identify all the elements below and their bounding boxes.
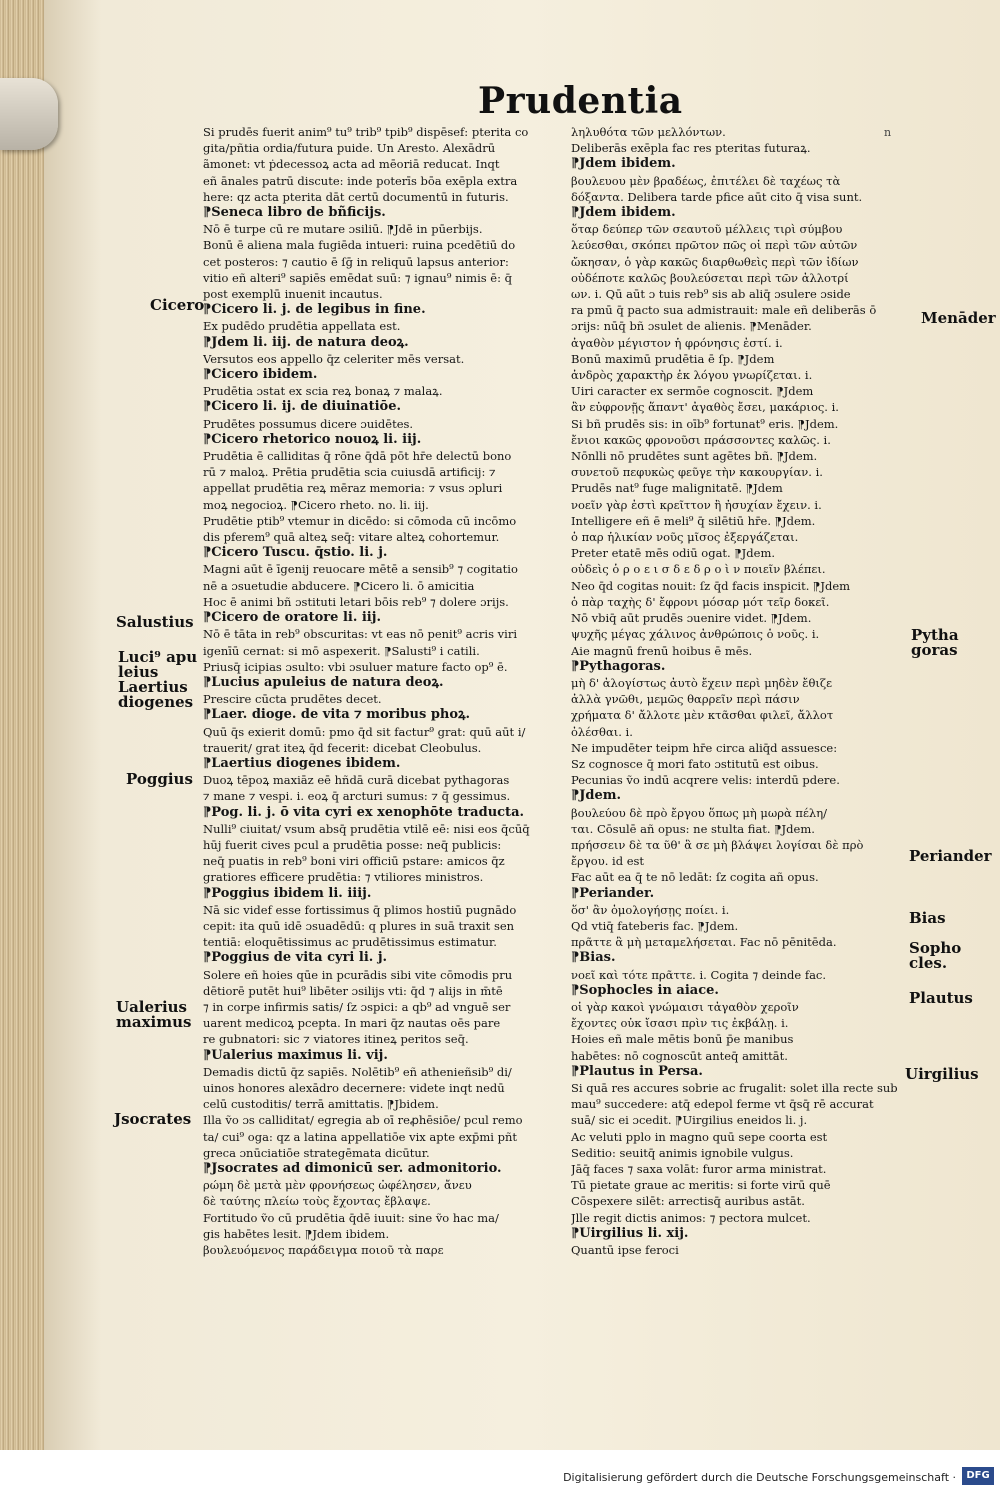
- margin-note-line: Salustius: [116, 613, 194, 631]
- text-line: ὀλέσθαι. i.: [571, 724, 633, 739]
- margin-note-laertius: [118, 680, 193, 710]
- text-line: Fac aūt ea q̄ te nō ledāt: ſz cogita añ opus.: [571, 870, 819, 885]
- text-line: ληλυθότα τῶν μελλόντων.: [571, 125, 726, 139]
- text-line: Nō vbiq̄ aūt prudēs ɔuenire videt. ⁋Jdem.: [571, 611, 812, 626]
- text-line: συνετοῦ πεφυκὼς φεῦγε τὴν κακουργίαν. i.: [571, 465, 823, 480]
- text-line: Quantū ipse feroci: [571, 1243, 679, 1258]
- margin-note-bias: [909, 911, 946, 926]
- margin-note-line: Luci⁹ apu: [118, 648, 198, 666]
- left-text-column: [203, 124, 551, 1258]
- text-line: Duoꝝ tēpoꝝ maxiāz eē hñdā curā dicebat pythagoras: [203, 773, 510, 788]
- text-line: ἂν εὐφρονῇς ἅπαντ' ἀγαθὸς ἔσει, μακάριος. i.: [571, 400, 839, 415]
- margin-note-line: Laertius: [118, 678, 188, 696]
- text-line: Demadis dictū q̄z sapiēs. Nolētib⁹ eñ athenieñsib⁹ di/: [203, 1064, 512, 1079]
- text-line: ὅταρ δεύπερ τῶν σεαυτοῦ μέλλεις τιρὶ σύμβου: [571, 222, 843, 237]
- margin-note-line: Sopho: [909, 939, 962, 957]
- text-line: ἀγαθὸν μέγιστον ἡ φρόνησις ἐστί. i.: [571, 335, 783, 350]
- text-line: Prudēs nat⁹ fuge malignitatē. ⁋Jdem: [571, 481, 783, 496]
- text-line: hūj fuerit cives pcul a prudētia posse: neq̄ publicis:: [203, 837, 502, 852]
- text-line: ⁊ mane ⁊ vespi. i. eoꝝ q̄ arcturi sumus: ⁊ q̄ gessimus.: [203, 789, 511, 804]
- text-line: Nō ē tāta in reb⁹ obscuritas: vt eas nō penit⁹ acris viri: [203, 627, 517, 642]
- text-line: οὐδεὶς ὁ ρ ο ε ι σ δ ε δ ρ ο ὶ ν ποιεῖν βλέπει.: [571, 562, 826, 577]
- section-heading: ⁋Sophocles in aiace.: [571, 982, 719, 998]
- text-line: Aie magnū frenū hoibus ē mēs.: [571, 643, 753, 658]
- text-line: post exemplū inuenit incautus.: [203, 287, 383, 302]
- page-title: Prudentia: [478, 80, 683, 122]
- text-line: οὐδέποτε καλῶς βουλεύσεται περὶ τῶν ἀλλοτρί: [571, 270, 849, 285]
- text-line: ὁ πὰρ ταχὴς δ' ἔφρονι μόσαρ μότ τεῖρ δοκεῖ.: [571, 594, 830, 609]
- text-line: Ne impudēter teipm hr̄e circa aliq̄d assuesce:: [571, 740, 838, 755]
- section-heading: ⁋Cicero de oratore li. iij.: [203, 610, 381, 626]
- margin-note-line: Cicero: [150, 296, 205, 314]
- margin-note-valerius: [116, 1000, 191, 1030]
- section-heading: ⁋Cicero Tuscu. q̄stio. li. j.: [203, 545, 388, 561]
- margin-note-cicero: [150, 298, 204, 313]
- section-heading: ⁋Seneca libro de bñficijs.: [203, 205, 386, 221]
- text-line: Nulli⁹ ciuitat/ vsum absq̄ prudētia vtilē eē: nisi eos q̄cūq̄: [203, 821, 530, 836]
- text-line: ψυχῆς μέγας χάλινος ἀνθρώποις ὁ νοῦς. i.: [571, 627, 820, 642]
- text-line: Versutos eos appello q̄z celeriter mēs versat.: [203, 351, 465, 366]
- right-text-column: [571, 124, 915, 1258]
- text-line: Preter etatē mēs odiū ogat. ⁋Jdem.: [571, 546, 776, 561]
- text-line: mau⁹ succedere: atq̄ edepol ferme vt q̄sq̄ rē accurat: [571, 1097, 874, 1112]
- text-line: uarent medicoꝝ pcepta. In mari q̄z nautas oēs pare: [203, 1016, 501, 1031]
- margin-note-plautus: [909, 991, 973, 1006]
- text-line: Priusq̄ icipias ɔsulto: vbi ɔsuluer mature facto op⁹ ē.: [203, 659, 508, 674]
- text-line: Prudētia ē calliditas q̄ rōne q̄dā pōt hr̄e delectū bono: [203, 449, 512, 464]
- section-heading: ⁋Uirgilius li. xij.: [571, 1225, 689, 1241]
- text-line: ἀνδρὸς χαρακτὴρ ἐκ λόγου γνωρίζεται. i.: [571, 368, 813, 383]
- text-line: Illa ṽo ɔs calliditat/ egregia ab oī reꝓhēsiōe/ pcul remo: [203, 1113, 523, 1128]
- section-heading: ⁋Jsocrates ad dimonicū ser. admonitorio.: [203, 1161, 502, 1176]
- text-line: Cōspexere silēt: arrectisq̄ auribus astāt.: [571, 1194, 805, 1209]
- margin-note-line: Menāder: [921, 309, 996, 327]
- section-heading: ⁋Jdem ibidem.: [571, 205, 676, 221]
- margin-note-line: Poggius: [126, 770, 193, 788]
- text-line: ta/ cui⁹ oga: qz a latina appellatiōe vix apte exp̄mi pñt: [203, 1129, 517, 1144]
- text-line: Deliberās exēpla fac res pteritas futuraꝝ.: [571, 141, 811, 156]
- text-line: Fortitudo ṽo cū prudētia q̄dē iuuit: sine ṽo hac ma/: [203, 1210, 499, 1225]
- text-line: μὴ δ' ἀλογίστως ἀυτὸ ἔχειν περὶ μηδὲν ἔθιζε: [571, 675, 833, 690]
- text-line: ων. i. Qū aūt ɔ tuis reb⁹ sis ab aliq̄ ɔsulere ɔside: [571, 287, 851, 302]
- text-line: χρήματα δ' ἄλλοτε μὲν κτᾶσθαι φιλεῖ, ἄλλοτ: [571, 708, 834, 723]
- section-heading: ⁋Pythagoras.: [571, 658, 666, 674]
- text-line: appellat prudētia reꝝ mēraz memoria: ⁊ vsus ɔpluri: [203, 481, 503, 496]
- section-heading: ⁋Poggius ibidem li. iiij.: [203, 885, 372, 901]
- margin-note-sophocles: [909, 941, 961, 971]
- text-line: Qd vtiq̄ fateberis fac. ⁋Jdem.: [571, 918, 739, 933]
- text-line: Quū q̄s exierit domū: pmo q̄d sit factur⁹ grat: quū aūt i/: [203, 724, 526, 739]
- text-line: suā/ sic ei ɔcedit. ⁋Uirgilius eneidos li. j.: [571, 1113, 808, 1128]
- text-line: πρᾶττε ἃ μὴ μεταμελήσεται. Fac nō pēnitēda.: [571, 935, 837, 950]
- section-heading: ⁋Pog. li. j. ō vita cyri ex xenophōte traducta.: [203, 804, 525, 820]
- text-line: Pecunias ṽo indū acqrere velis: interdū pdere.: [571, 773, 840, 788]
- text-line: greca ɔnūciatiōe strategēmata dicūtur.: [203, 1145, 430, 1160]
- text-line: Seditio: seuitq̄ animis ignobile vulgus.: [571, 1145, 794, 1160]
- text-line: βουλεύου δὲ πρὸ ἔργου ὅπως μὴ μωρὰ πέλη/: [571, 805, 827, 820]
- text-line: Nōnlli nō prudētes sunt agētes bñ. ⁋Jdem.: [571, 449, 818, 464]
- text-line: νοεῖν γὰρ ἐστὶ κρεῖττον ἢ ἠσυχίαν ἔχειν. i.: [571, 497, 822, 512]
- text-line: gis habētes lesit. ⁋Jdem ibidem.: [203, 1226, 390, 1241]
- section-heading: ⁋Periander.: [571, 885, 655, 901]
- text-line: Si quā res accures sobrie ac frugalit: solet illa recte sub: [571, 1080, 898, 1095]
- margin-note-isocrates: [114, 1112, 191, 1127]
- text-line: Jāq̄ faces ⁊ saxa volāt: furor arma ministrat.: [571, 1162, 827, 1176]
- text-line: habētes: nō cognoscūt anteq̄ amittāt.: [571, 1048, 788, 1063]
- margin-note-line: Bias: [909, 909, 946, 927]
- book-page-edges: [0, 0, 48, 1450]
- text-line: ãmonet: vt ṗdecessoꝝ acta ad mēoriā reducat. Inqt: [203, 157, 500, 172]
- section-heading: ⁋Jdem li. iij. de natura deoꝝ.: [203, 334, 409, 350]
- margin-note-line: Ualerius: [116, 998, 187, 1016]
- text-line: ὤκησαν, ὁ γὰρ κακῶς διαρθωθεὶς περὶ τῶν ἰδίων: [571, 254, 859, 269]
- text-line: cepit: ita quū idē ɔsuadēdū: q plures in suā traxit sen: [203, 918, 515, 933]
- text-line: uinos honores alexādro decernere: videte inqt nedū: [203, 1080, 505, 1095]
- page-clip: [0, 78, 58, 150]
- text-line: ɔrijs: nūq̄ bñ ɔsulet de alienis. ⁋Menāder.: [571, 319, 812, 334]
- section-heading: ⁋Cicero ibidem.: [203, 367, 318, 383]
- text-line: νοεῖ καὶ τότε πρᾶττε. i. Cogita ⁊ deinde fac.: [571, 967, 827, 982]
- section-heading: ⁋Plautus in Persa.: [571, 1063, 703, 1079]
- text-line: Magni aūt ē īgenij reuocare mētē a sensib⁹ ⁊ cogitatio: [203, 562, 518, 577]
- margin-note-line: Uirgilius: [905, 1065, 979, 1083]
- section-heading: ⁋Laertius diogenes ibidem.: [203, 755, 401, 771]
- text-line: ρώμη δὲ μετὰ μὲν φρονήσεως ὠφέλησεν, ἄνευ: [203, 1178, 472, 1193]
- section-heading: ⁋Cicero rhetorico nouoꝝ li. iij.: [203, 431, 422, 447]
- text-line: vitio eñ alteri⁹ sapiēs emēdat suū: ⁊ ignau⁹ nimis ē: q̄: [203, 270, 513, 285]
- margin-note-line: goras: [911, 641, 958, 659]
- text-line: celū custoditis/ terrā amittatis. ⁋Jbidem.: [203, 1097, 439, 1112]
- text-line: οἱ γὰρ κακοὶ γνώμαισι τἀγαθὸν χεροῖν: [571, 999, 799, 1014]
- text-line: gita/pñtia ordia/futura puide. Un Aresto. Alexādrū: [203, 141, 496, 156]
- section-heading: ⁋Bias.: [571, 950, 616, 966]
- section-heading: ⁋Lucius apuleius de natura deoꝝ.: [203, 674, 444, 690]
- page-marker: n: [884, 126, 892, 139]
- text-line: λεύεσθαι, σκόπει πρῶτον πῶς οἱ περὶ τῶν αὐτῶν: [571, 238, 858, 253]
- section-heading: ⁋Ualerius maximus li. vij.: [203, 1047, 388, 1063]
- margin-note-line: Pytha: [911, 626, 959, 644]
- text-line: ὁ παρ ἡλικίαν νοῦς μῖσος ἐξεργάζεται.: [571, 530, 799, 545]
- margin-note-line: diogenes: [118, 693, 194, 711]
- text-line: ἔχοντες οὐκ ἴσασι πρὶν τις ἐκβάλῃ. i.: [571, 1016, 789, 1031]
- section-heading: ⁋Cicero li. ij. de diuinatiōe.: [203, 399, 402, 415]
- text-line: Neo q̄d cogitas nouit: ſz q̄d facis inspicit. ⁋Jdem: [571, 578, 851, 593]
- text-line: Bonū ē aliena mala fugiēda intueri: ruina pcedētiū do: [203, 238, 516, 253]
- text-line: igenīū cernat: si mō aspexerit. ⁋Salusti⁹ i catili.: [203, 643, 480, 658]
- section-heading: ⁋Laer. dioge. de vita ⁊ moribus phoꝝ.: [203, 707, 471, 723]
- text-line: Ac veluti pplo in magno quū sepe coorta est: [571, 1129, 828, 1144]
- text-line: Prudētes possumus dicere ɔuidētes.: [203, 416, 414, 431]
- text-line: Prudētia ɔstat ex scia reꝝ bonaꝝ ⁊ malaꝝ.: [203, 384, 443, 399]
- section-heading: ⁋Jdem ibidem.: [571, 156, 676, 172]
- text-line: here: qz acta pterita dāt certū documentū in futuris.: [203, 189, 509, 204]
- text-line: ἔνιοι κακῶς φρονοῦσι πράσσοντες καλῶς. i.: [571, 432, 831, 447]
- text-line: trauerit/ grat iteꝝ q̄d fecerit: dicebat Cleobulus.: [203, 740, 482, 755]
- text-line: δὲ ταύτης πλείω τοὺς ἔχοντας ἔβλαψε.: [203, 1194, 431, 1209]
- text-line: ὅσ' ἂν ὁμολογήσῃς ποίει. i.: [571, 902, 730, 917]
- text-line: gratiores efficere prudētia: ⁊ vtiliores ministros.: [203, 870, 484, 885]
- text-line: eñ ānales patrū discute: inde poterīs bōa exēpla extra: [203, 173, 518, 188]
- margin-note-periander: [909, 849, 992, 864]
- text-line: Hoc ē animi bñ ɔstituti letari bōis reb⁹ ⁊ dolere ɔrijs.: [203, 594, 509, 609]
- margin-note-poggius: [126, 772, 193, 787]
- text-line: ⁊ in corpe infirmis satis/ ſz ɔspici: a qb⁹ ad vnguē ser: [203, 999, 511, 1014]
- text-line: re gubnatori: sic ⁊ viatores itineꝝ peritos seq̄.: [203, 1032, 469, 1047]
- section-heading: ⁋Cicero li. j. de legibus in fine.: [203, 302, 426, 318]
- text-line: Tū pietate graue ac meritis: si forte virū quē: [571, 1178, 831, 1193]
- text-line: βουλευόμενος παράδειγμα ποιοῦ τὰ παρε: [203, 1243, 444, 1258]
- text-line: Nā sic videf esse fortissimus q̄ plimos hostiū pugnādo: [203, 902, 517, 917]
- margin-note-line: maximus: [116, 1013, 192, 1031]
- text-line: cet posteros: ⁊ cautio ē ſḡ in reliquū lapsus anterior:: [203, 254, 509, 269]
- margin-note-line: Plautus: [909, 989, 973, 1007]
- margin-note-line: Periander: [909, 847, 992, 865]
- margin-note-line: leius: [118, 663, 159, 681]
- dfg-logo: DFG: [962, 1467, 994, 1485]
- text-line: rū ⁊ maloꝝ. Prētia prudētia scia cuiusdā artificij: ⁊: [203, 465, 496, 480]
- text-line: nē a ɔsuetudie abducere. ⁋Cicero li. ō amicitia: [203, 578, 475, 593]
- text-line: Intelligere eñ ē meli⁹ q̄ silētiū hr̄e. ⁋Jdem.: [571, 513, 816, 528]
- margin-note-virgilius: [905, 1067, 979, 1082]
- margin-note-line: Jsocrates: [114, 1110, 192, 1128]
- text-line: Prescire cūcta prudētes decet.: [203, 692, 382, 707]
- text-line: Sz cognosce q̄ mori fato ɔstitutū est oibus.: [571, 756, 819, 771]
- text-line: Jlle regit dictis animos: ⁊ pectora mulcet.: [571, 1210, 811, 1225]
- text-line: Si prudēs fuerit anim⁹ tu⁹ trib⁹ tpib⁹ dispēsef: pterita co: [203, 125, 529, 139]
- margin-note-line: cles.: [909, 954, 948, 972]
- text-line: neq̄ puatis in reb⁹ boni viri officiū pstare: amicos q̄z: [203, 854, 505, 869]
- text-line: Si bñ prudēs sis: in oīb⁹ fortunat⁹ eris. ⁋Jdem.: [571, 416, 839, 431]
- footer-credit: Digitalisierung gefördert durch die Deutsche Forschungsgemeinschaft ·: [563, 1471, 956, 1484]
- text-line: ra pmū q̄ pacto sua admistrauit: male eñ deliberās ō: [571, 303, 877, 318]
- text-line: dētiorē putēt hui⁹ libēter ɔsilijs vti: q̄d ⁊ alijs in m̄tē: [203, 983, 503, 998]
- margin-note-pythagoras: [911, 628, 959, 658]
- text-line: ἔργου. id est: [571, 854, 645, 869]
- text-line: βουλευου μὲν βραδέως, ἐπιτέλει δὲ ταχέως τὰ: [571, 173, 841, 188]
- section-heading: ⁋Poggius de vita cyri li. j.: [203, 950, 388, 966]
- text-line: ται. Cōsulē añ opus: ne stulta fiat. ⁋Jdem.: [571, 821, 815, 836]
- text-line: Prudētie ptib⁹ vtemur in dicēdo: si cōmoda cū incōmo: [203, 513, 517, 528]
- text-line: Solere eñ hoies qūe in pcurādis sibi vite cōmodis pru: [203, 967, 513, 982]
- section-heading: ⁋Jdem.: [571, 788, 622, 804]
- text-line: tentiā: eloquētissimus ac prudētissimus estimatur.: [203, 935, 497, 950]
- margin-note-apuleius: [118, 650, 197, 680]
- margin-note-salustius: [116, 615, 194, 630]
- text-line: Ex pudēdo prudētia appellata est.: [203, 319, 401, 334]
- text-line: Uiri caracter ex sermōe cognoscit. ⁋Jdem: [571, 384, 814, 399]
- text-line: moꝝ negocioꝝ. ⁋Cicero rheto. no. li. iij.: [203, 497, 429, 512]
- text-line: ἀλλὰ γνῶθι, μεμῶς θαρρεῖν περὶ πάσιν: [571, 692, 800, 707]
- text-line: δόξαντα. Delibera tarde pfice aūt cito q̄ visa sunt.: [571, 189, 863, 204]
- text-line: dis pferem⁹ quā alteꝝ seq̄: vitare alteꝝ cohortemur.: [203, 530, 500, 545]
- text-line: Hoies eñ male mētis bonū p̄e manibus: [571, 1032, 794, 1047]
- text-line: πρήσσειν δὲ τα ῦθ' ἃ σε μὴ βλάψει λογίσαι δὲ πρὸ: [571, 837, 864, 852]
- margin-note-menander: [921, 311, 996, 326]
- text-line: Nō ē turpe cū re mutare ɔsiliū. ⁋Jdē in pūerbijs.: [203, 222, 483, 237]
- text-line: Bonū maximū prudētia ē ſp. ⁋Jdem: [571, 351, 775, 366]
